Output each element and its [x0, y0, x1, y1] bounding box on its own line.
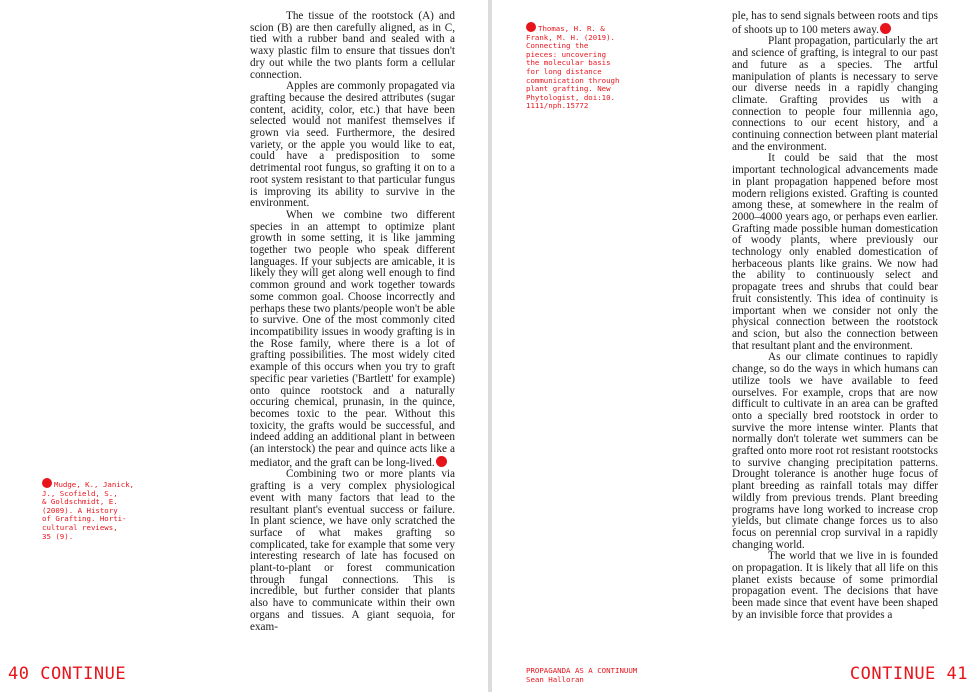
right-body-text [732, 11, 938, 622]
paragraph [250, 210, 455, 469]
paragraph: Apples are commonly propagated via grafting because the desired attributes (sugar content, acidity, color, etc.) that have been selected would not manifest themselves if grown via seed. Furthermore, the desired variety, or the apple you would like to eat, could have a predisposition to some detrimental root fungus, so grafting it on to a root system resistant to that particular fungus is improving its ability to survive in the environment. [250, 80, 455, 210]
running-author: Sean Halloran [526, 674, 584, 684]
left-body-text [250, 11, 455, 633]
paragraph-text: ple, has to send signals between roots and tips of shoots up to 100 meters away. [732, 10, 939, 36]
paragraph: As our climate continues to rapidly change, so do the ways in which humans can utilize tools we have available to feed ourselves. For example, crops that are now difficult to cultivate in an area can be grafted onto a specially bred rootstock in order to survive the more intense winter. Plants that normally don't tolerate wet summers can be grafted onto more root rot resistant rootstocks to survive changing precipitation patterns. Drought tolerance is another huge focus of plant breeding as rainfall totals may differ wildly from previous trends. Plant breeding programs have long worked to increase crop yields, but climate change forces us to also focus on perennial crop survival in a rapidly changing world. [732, 351, 938, 551]
page-folio-right: CONTINUE 41 [849, 664, 968, 684]
footnote-marker-icon [880, 23, 891, 34]
paragraph [732, 11, 938, 36]
paragraph: The world that we live in is founded on propagation. It is likely that all life on this planet exists because of some primordial propagation event. The decisions that have been made since that event have been shaped by an invisible force that provides a [732, 550, 938, 621]
page-folio-left: 40 CONTINUE [8, 664, 127, 684]
footnote-marker-icon [436, 456, 447, 467]
running-title: PROPAGANDA AS A CONTINUUM [526, 666, 638, 675]
footnote-marker-icon [526, 22, 536, 32]
paragraph-text: When we combine two different species in an attempt to optimize plant growth in some setting, it is like jamming together two people who speak different languages. If your subjects are amicable, it is likely they will get along well enough to find common ground and work together towards some common goal. Choose incorrectly and perhaps these two plants/people won't be able to survive. One of the most commonly cited incompatibility issues in woody grafting is in the Rose family, where there is a lot of grafting possibilities. The most widely cited example of this occurs when you try to graft specific pear varieties ('Bartlett' for example) onto quince rootstock and a naturally occuring chemical, prunasin, in the quince, becomes toxic to the pear. Without this toxicity, the grafts would be successful, and indeed adding an additional plant in between (an interstock) the pear and quince acts like a mediator, and the graft can be long-lived. [250, 208, 455, 469]
right-margin-note [526, 22, 619, 111]
right-page [492, 0, 980, 692]
footnote-text: Thomas, H. R. & Frank, M. H. (2019). Connecting the pieces: uncovering the molecular basis for long distance communication through plant grafting. New Phytologist, doi:10. 1111/nph.15772 [526, 24, 620, 111]
paragraph: It could be said that the most important technological advancements made in plant propagation happened before most modern religions existed. Grafting is counted among these, at somewhere in the realm of 2000–4000 years ago, or perhaps even earlier. Grafting made possible human domestication of woody plants, where previously our technology only enabled domestication of herbaceous plants like grains. We now had the ability to continuously select and propagate trees and shrubs that could bear fruit consistently. This idea of continuity is important when we consider not only the physical connection between the rootstock and scion, but also the connection between that resultant plant and the environment. [732, 152, 938, 352]
paragraph: The tissue of the rootstock (A) and scion (B) are then carefully aligned, as in C, tied with a rubber band and sealed with a waxy plastic film to ensure that tissues don't dry out while the two plants form a cellular connection. [250, 10, 455, 81]
left-margin-note [42, 478, 134, 541]
paragraph: Plant propagation, particularly the art and science of grafting, is integral to our past and future as a species. The artful manipulation of plants is necessary to serve our diverse needs in a rapidly changing climate. Grafting provides us with a connection to people four millennia ago, connections to our ecent history, and a continuing connection between plant material and the environment. [732, 35, 938, 153]
paragraph: Combining two or more plants via grafting is a very complex physiological event with many factors that lead to the resultant plant's eventual success or failure. In plant science, we have only scratched the surface of what makes grafting so complicated, take for example that some very interesting research of late has focused on plant-to-plant or forest communication through fungal connections. This is incredible, but further consider that plants also have to communicate within their own organs and tissues. A giant sequoia, for exam- [250, 468, 455, 633]
left-page [0, 0, 488, 692]
footnote-marker-icon [42, 478, 52, 488]
running-footer [526, 667, 637, 684]
footnote-text: Mudge, K., Janick, J., Scofield, S., & Goldschmidt, E. (2009). A History of Grafting. Horti- cultural reviews, 35 (9). [42, 480, 135, 541]
